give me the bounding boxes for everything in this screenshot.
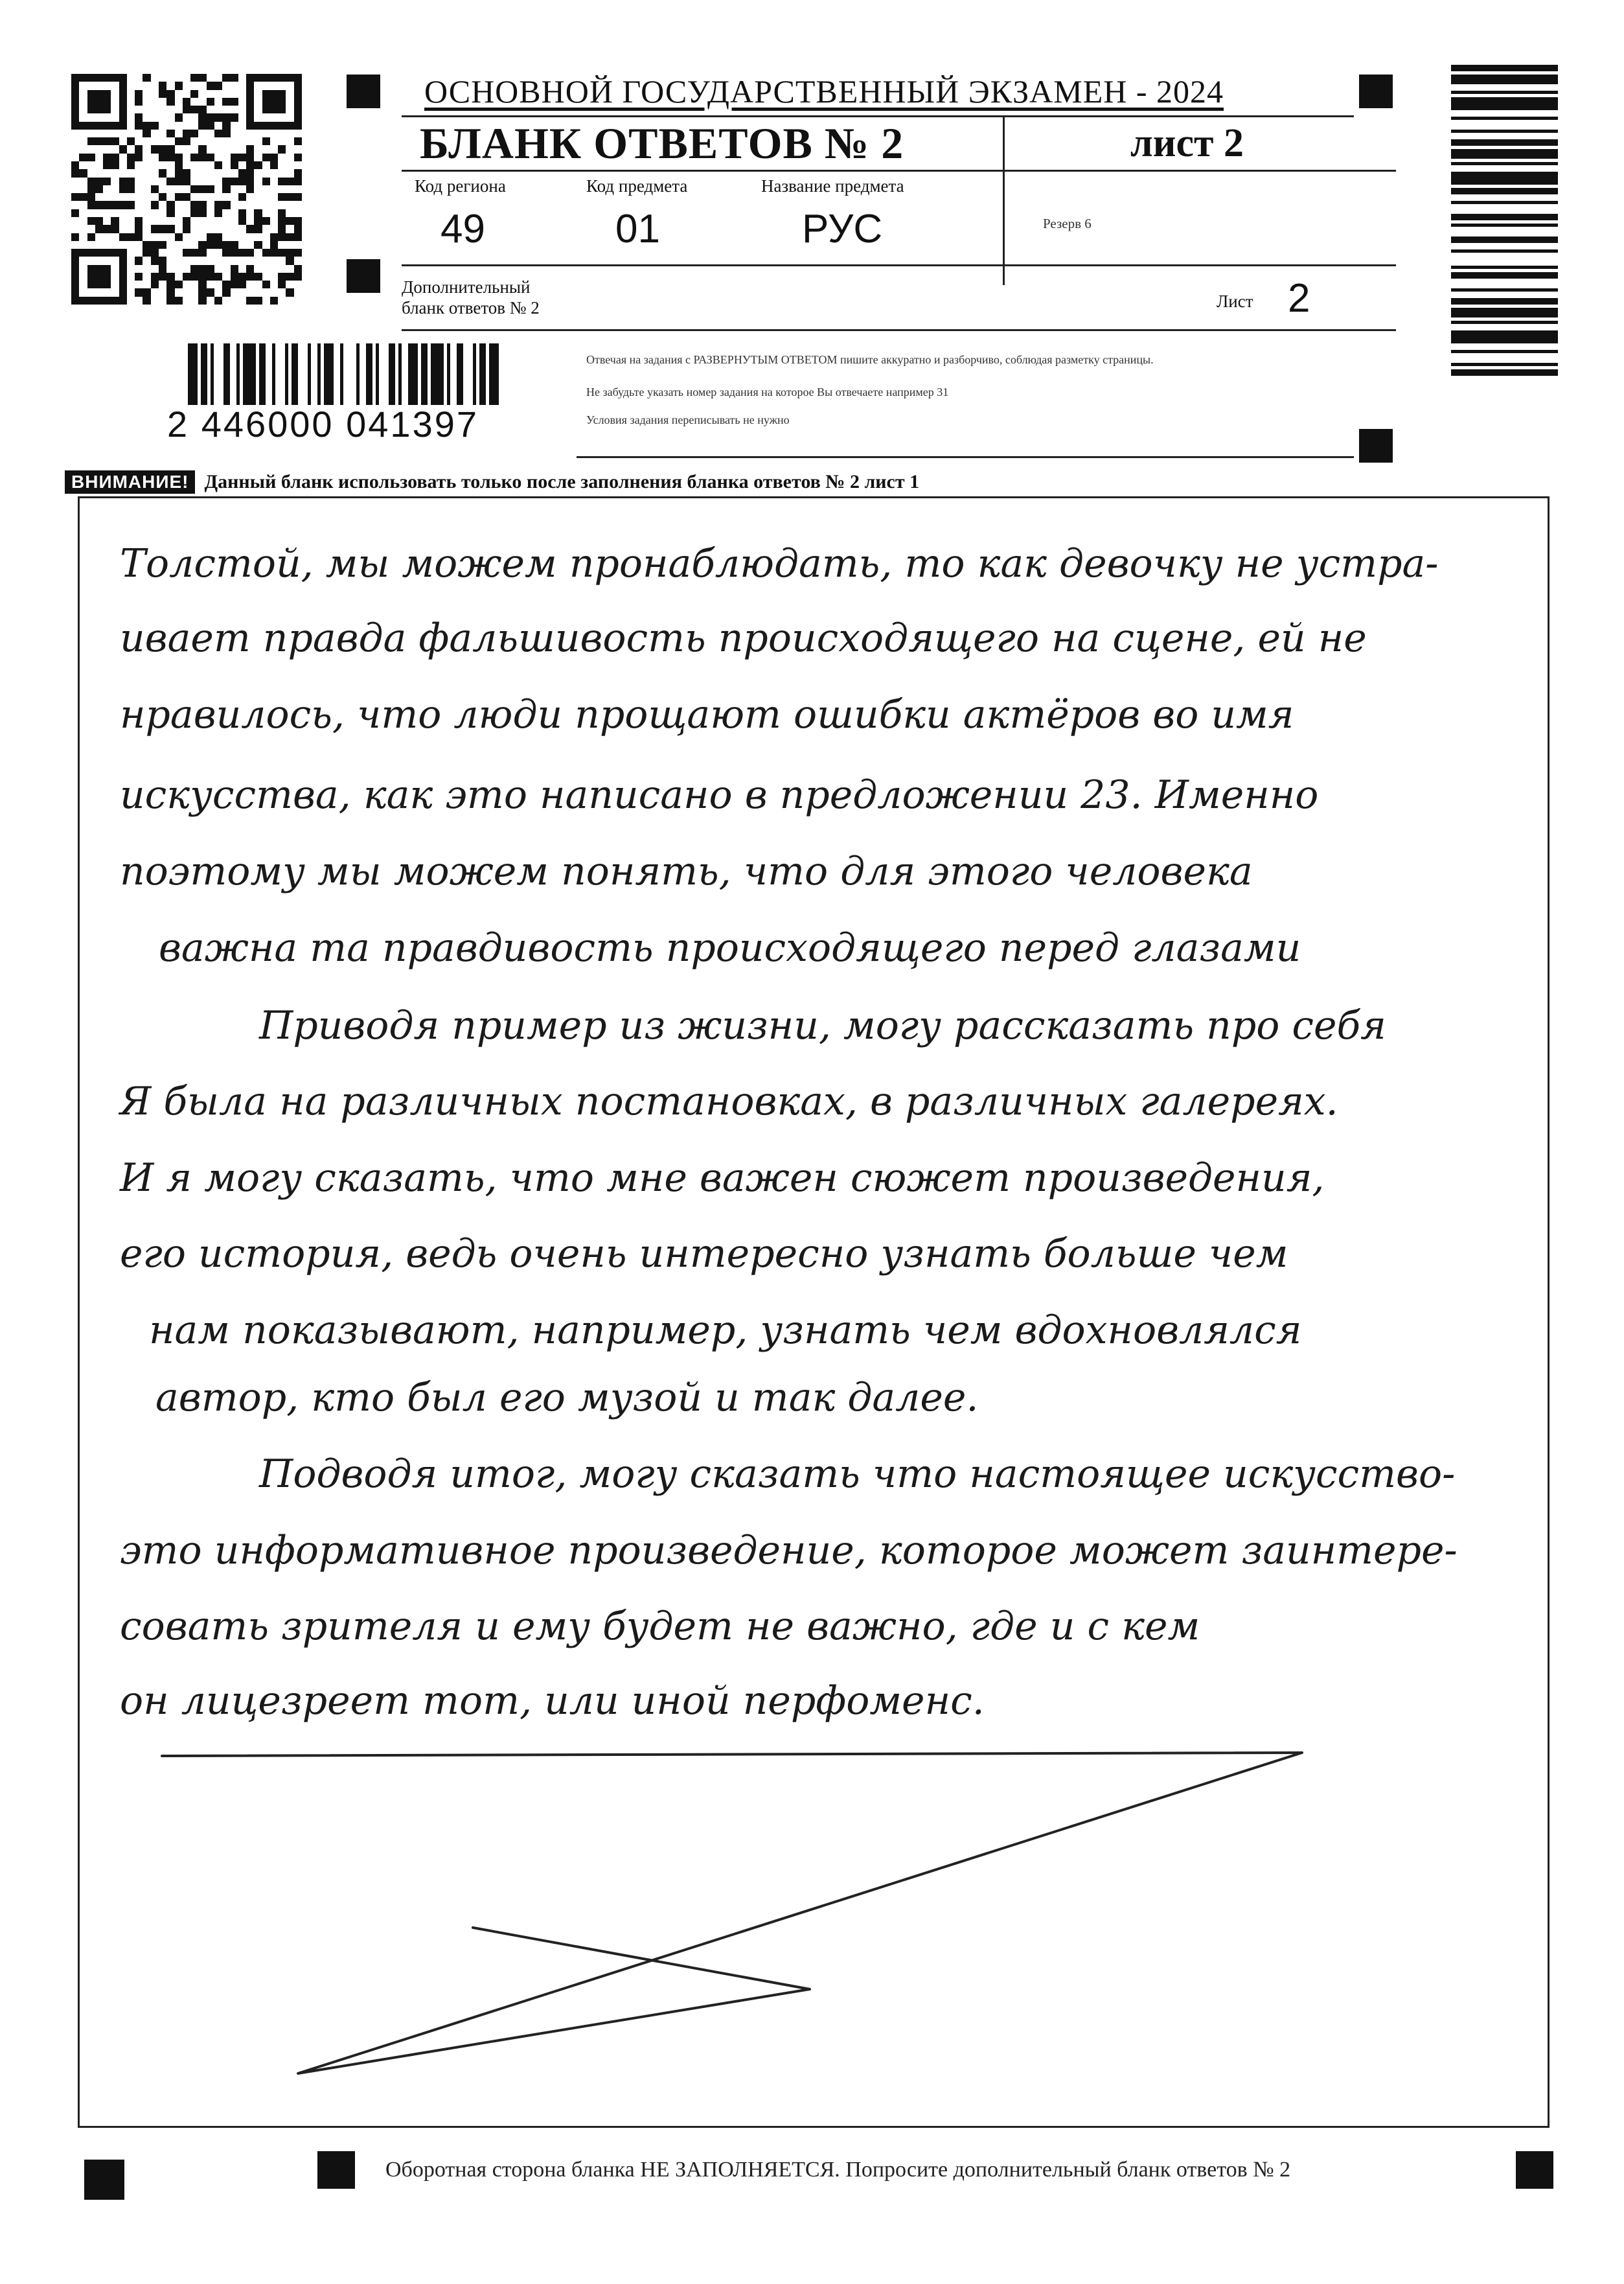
answer-line: совать зрителя и ему будет не важно, где и с кем bbox=[120, 1604, 1200, 1649]
warning-text: Данный бланк использовать только после заполнения бланка ответов № 2 лист 1 bbox=[204, 471, 920, 492]
answer-line: нам показывают, например, узнать чем вдохновлялся bbox=[149, 1308, 1302, 1353]
answer-line: Приводя пример из жизни, могу рассказать про себя bbox=[259, 1003, 1386, 1048]
answer-line: Толстой, мы можем пронаблюдать, то как девочку не устра- bbox=[120, 541, 1439, 586]
instruction-line-2: Не забудьте указать номер задания на которое Вы отвечаете например 31 bbox=[586, 386, 949, 398]
answer-line: его история, ведь очень интересно узнать больше чем bbox=[120, 1231, 1288, 1276]
answer-line: ивает правда фальшивость происходящего на сцене, ей не bbox=[120, 616, 1367, 661]
exam-title: ОСНОВНОЙ ГОСУДАРСТВЕННЫЙ ЭКЗАМЕН - 2024 bbox=[424, 73, 1224, 110]
subject-code: 01 bbox=[615, 207, 660, 251]
footer-note: Оборотная сторона бланка НЕ ЗАПОЛНЯЕТСЯ. Попросите дополнительный бланк ответов № 2 bbox=[385, 2158, 1291, 2182]
sheet-number: 2 bbox=[1288, 276, 1310, 321]
answer-line: он лицезреет тот, или иной перфоменс. bbox=[120, 1678, 985, 1724]
subject-name-label: Название предмета bbox=[761, 176, 904, 196]
additional-form-label-2: бланк ответов № 2 bbox=[402, 298, 540, 317]
region-code: 49 bbox=[440, 207, 485, 251]
sheet-number-label: Лист bbox=[1217, 292, 1253, 311]
sheet-title: лист 2 bbox=[1130, 121, 1244, 165]
form-barcode-number: 2 446000 041397 bbox=[167, 404, 479, 444]
answer-line: Подводя итог, могу сказать что настоящее искусство- bbox=[259, 1451, 1456, 1497]
reserve-field: Резерв 6 bbox=[1043, 216, 1092, 231]
answer-line: это информативное произведение, которое может заинтере- bbox=[120, 1528, 1458, 1573]
answer-line: искусства, как это написано в предложении 23. Именно bbox=[120, 772, 1319, 818]
warning-tag: ВНИМАНИЕ! bbox=[65, 470, 195, 494]
form-title: БЛАНК ОТВЕТОВ № 2 bbox=[420, 119, 904, 168]
answer-line: И я могу сказать, что мне важен сюжет произведения, bbox=[120, 1155, 1325, 1201]
answer-line: Я была на различных постановках, в различных галереях. bbox=[120, 1079, 1338, 1124]
instruction-line-1: Отвечая на задания с РАЗВЕРНУТЫМ ОТВЕТОМ пишите аккуратно и разборчиво, соблюдая разметку страницы. bbox=[586, 353, 1154, 366]
answer-line: нравилось, что люди прощают ошибки актёров во имя bbox=[120, 692, 1294, 737]
answer-line: важна та правдивость происходящего перед глазами bbox=[159, 925, 1301, 971]
answer-line: поэтому мы можем понять, что для этого человека bbox=[120, 849, 1253, 894]
instruction-line-3: Условия задания переписывать не нужно bbox=[586, 413, 790, 426]
additional-form-label-1: Дополнительный bbox=[402, 277, 531, 297]
answer-line: автор, кто был его музой и так далее. bbox=[155, 1375, 979, 1420]
subject-code-label: Код предмета bbox=[586, 176, 688, 196]
region-label: Код региона bbox=[415, 176, 506, 196]
subject-name: РУС bbox=[802, 207, 883, 251]
